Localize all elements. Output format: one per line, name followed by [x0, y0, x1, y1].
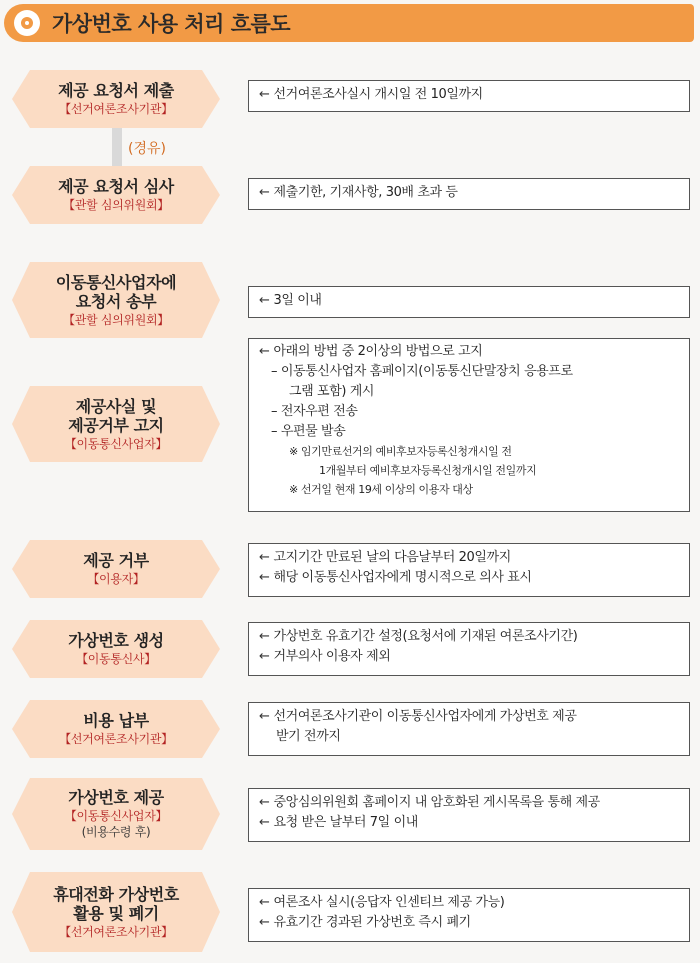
detail-box-5: ← 고지기간 만료된 날의 다음날부터 20일까지 ← 해당 이동통신사업자에게 명시적으로 의사 표시 [248, 543, 690, 597]
flow-step-use-and-dispose: 휴대전화 가상번호 활용 및 폐기 【선거여론조사기관】 [12, 872, 220, 952]
bullet-circle-icon [14, 10, 40, 36]
flow-connector [112, 128, 122, 166]
section-header [4, 4, 694, 42]
flow-step-generate-number: 가상번호 생성 【이동통신사】 [12, 620, 220, 678]
page-title: 가상번호 사용 처리 흐름도 [52, 12, 291, 36]
flow-step-notify: 제공사실 및 제공거부 고지 【이동통신사업자】 [12, 386, 220, 462]
flow-step-payment: 비용 납부 【선거여론조사기관】 [12, 700, 220, 758]
detail-box-8: ← 중앙심의위원회 홈페이지 내 암호화된 게시목록을 통해 제공 ← 요청 받은 날부터 7일 이내 [248, 788, 690, 842]
detail-box-4: ← 아래의 방법 중 2이상의 방법으로 고지 – 이동통신사업자 홈페이지(이동통신단말장치 응용프로 그램 포함) 게시 – 전자우편 전송 – 우편물 발송 ※ 임기만료선거의 예비후보자등록신청개시일 전 1개월부터 예비후보자등록신청개시일 전일까지 ※ 선거일 현재 19세 이상의 이용자 대상 [248, 338, 690, 512]
detail-box-1: ← 선거여론조사실시 개시일 전 10일까지 [248, 80, 690, 112]
detail-box-6: ← 가상번호 유효기간 설정(요청서에 기재된 여론조사기간) ← 거부의사 이용자 제외 [248, 622, 690, 676]
detail-box-7: ← 선거여론조사기관이 이동통신사업자에게 가상번호 제공 받기 전까지 [248, 702, 690, 756]
flow-step-submit-request: 제공 요청서 제출 【선거여론조사기관】 [12, 70, 220, 128]
flow-step-review-request: 제공 요청서 심사 【관할 심의위원회】 [12, 166, 220, 224]
via-label: (경유) [128, 141, 166, 157]
detail-box-9: ← 여론조사 실시(응답자 인센티브 제공 가능) ← 유효기간 경과된 가상번호 즉시 폐기 [248, 888, 690, 942]
detail-box-2: ← 제출기한, 기재사항, 30배 초과 등 [248, 178, 690, 210]
flow-step-refusal: 제공 거부 【이용자】 [12, 540, 220, 598]
flow-step-provide-number: 가상번호 제공 【이동통신사업자】 (비용수령 후) [12, 778, 220, 850]
flow-step-send-to-carrier: 이동통신사업자에 요청서 송부 【관할 심의위원회】 [12, 262, 220, 338]
detail-box-3: ← 3일 이내 [248, 286, 690, 318]
